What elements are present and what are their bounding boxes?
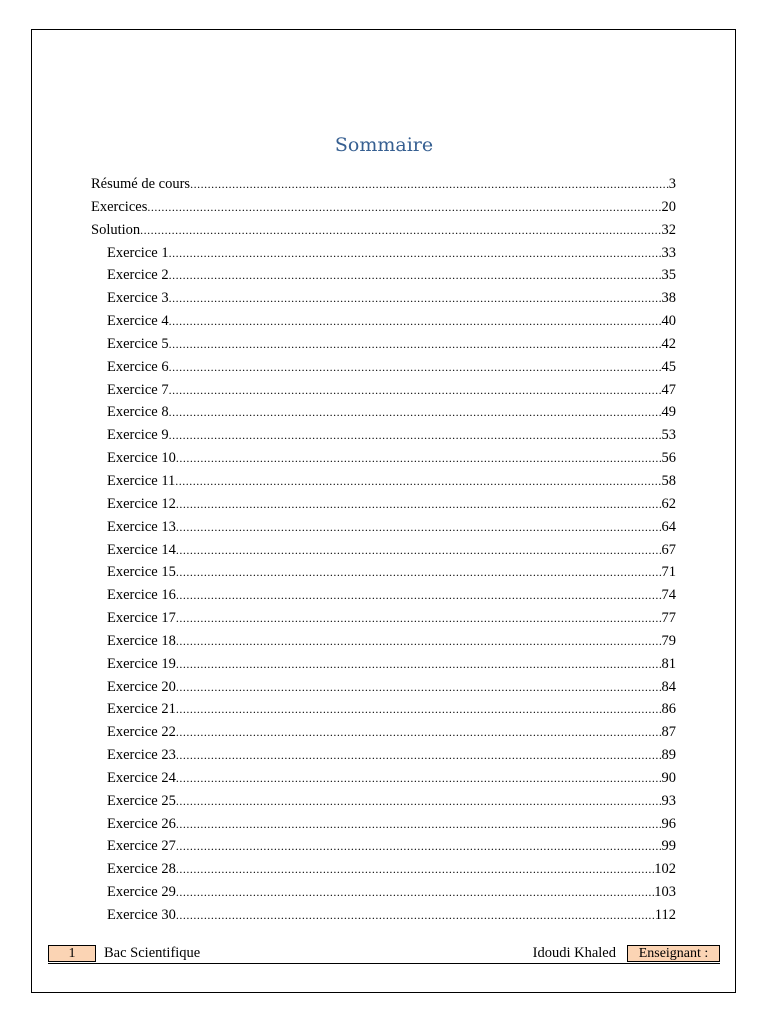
toc-entry[interactable] (91, 264, 676, 287)
toc-entry-label: Exercice 28 (107, 861, 176, 878)
toc-dot-leader (176, 607, 662, 630)
toc-entry[interactable] (91, 858, 676, 881)
footer-rule (48, 963, 720, 964)
toc-entry-page: 90 (661, 769, 676, 786)
toc-entry-label: Exercice 18 (107, 632, 176, 649)
toc-dot-leader (169, 310, 662, 333)
toc-dot-leader (176, 447, 662, 470)
toc-dot-leader (169, 379, 662, 402)
toc-entry[interactable] (91, 310, 676, 333)
toc-dot-leader (176, 790, 662, 813)
toc-entry-page: 99 (661, 838, 676, 855)
toc-entry-label: Exercice 25 (107, 792, 176, 809)
toc-entry-label: Exercice 15 (107, 564, 176, 581)
toc-entry[interactable] (91, 493, 676, 516)
toc-entry-label: Exercice 1 (107, 244, 169, 261)
toc-entry[interactable] (91, 333, 676, 356)
toc-entry-label: Solution (91, 221, 141, 238)
toc-entry-page: 62 (661, 495, 676, 512)
toc-entry-label: Exercice 19 (107, 655, 176, 672)
toc-entry-label: Exercice 8 (107, 404, 169, 421)
toc-entry[interactable] (91, 356, 676, 379)
toc-entry[interactable] (91, 607, 676, 630)
toc-entry-page: 79 (661, 632, 676, 649)
toc-entry[interactable] (91, 379, 676, 402)
toc-entry-page: 112 (654, 907, 676, 923)
toc-dot-leader (169, 401, 662, 424)
toc-entry-page: 87 (661, 724, 676, 741)
toc-entry-page: 42 (661, 335, 676, 352)
toc-dot-leader (176, 767, 662, 790)
footer-subject: Bac Scientifique (104, 945, 201, 961)
toc-dot-leader (176, 584, 662, 607)
toc-entry-page: 40 (661, 313, 676, 330)
toc-entry-label: Exercice 26 (107, 815, 176, 832)
toc-entry-label: Exercice 24 (107, 769, 176, 786)
toc-entry-label: Exercice 6 (107, 358, 169, 375)
toc-dot-leader (176, 676, 662, 699)
toc-entry-page: 93 (661, 792, 676, 809)
toc-entry[interactable] (91, 630, 676, 653)
toc-dot-leader (176, 813, 662, 836)
toc-entry-label: Exercice 20 (107, 678, 176, 695)
toc-entry-label: Exercice 21 (107, 701, 176, 718)
toc-entry-page: 103 (654, 884, 676, 901)
toc-entry-label: Exercice 30 (107, 907, 176, 923)
toc-entry[interactable] (91, 470, 676, 493)
toc-entry-page: 53 (661, 427, 676, 444)
toc-entry[interactable] (91, 447, 676, 470)
toc-entry-label: Exercice 16 (107, 587, 176, 604)
toc-entry-page: 47 (661, 381, 676, 398)
toc-entry-page: 84 (661, 678, 676, 695)
toc-dot-leader (176, 539, 662, 562)
toc-entry[interactable] (91, 653, 676, 676)
toc-dot-leader (176, 561, 662, 584)
toc-dot-leader (176, 904, 655, 927)
toc-entry-label: Exercice 3 (107, 290, 169, 307)
toc-dot-leader (190, 173, 669, 196)
footer-role: Enseignant : (627, 945, 720, 962)
toc-entry[interactable] (91, 721, 676, 744)
toc-entry-page: 33 (661, 244, 676, 261)
footer-page-number: 1 (48, 945, 96, 962)
toc-entry-label: Exercice 7 (107, 381, 169, 398)
toc-entry[interactable] (91, 539, 676, 562)
toc-entry-label: Exercice 29 (107, 884, 176, 901)
toc-dot-leader (140, 219, 661, 242)
toc-dot-leader (176, 630, 662, 653)
toc-dot-leader (169, 333, 662, 356)
toc-entry-page: 35 (661, 267, 676, 284)
toc-entry[interactable] (91, 424, 676, 447)
toc-entry-page: 96 (661, 815, 676, 832)
toc-entry[interactable] (91, 790, 676, 813)
toc-entry-page: 38 (661, 290, 676, 307)
toc-entry-label: Exercice 4 (107, 313, 169, 330)
toc-entry-label: Exercice 14 (107, 541, 176, 558)
toc-entry[interactable] (91, 516, 676, 539)
toc-entry-page: 32 (661, 221, 676, 238)
toc-entry-label: Exercice 12 (107, 495, 176, 512)
table-of-contents (91, 173, 676, 927)
toc-dot-leader (176, 721, 662, 744)
toc-entry-page: 67 (661, 541, 676, 558)
toc-entry[interactable] (91, 881, 676, 904)
toc-entry-label: Exercice 5 (107, 335, 169, 352)
toc-entry[interactable] (91, 173, 676, 196)
toc-entry[interactable] (91, 584, 676, 607)
toc-entry-page: 20 (661, 198, 676, 215)
toc-entry-label: Exercice 10 (107, 450, 176, 467)
toc-entry[interactable] (91, 196, 676, 219)
toc-entry-label: Exercice 22 (107, 724, 176, 741)
toc-dot-leader (169, 264, 662, 287)
toc-entry[interactable] (91, 242, 676, 265)
toc-entry[interactable] (91, 561, 676, 584)
footer-author: Idoudi Khaled (532, 945, 616, 961)
toc-entry-label: Exercice 13 (107, 518, 176, 535)
toc-entry-page: 64 (661, 518, 676, 535)
toc-entry[interactable] (91, 698, 676, 721)
toc-entry-page: 56 (661, 450, 676, 467)
toc-entry[interactable] (91, 287, 676, 310)
toc-entry-label: Exercice 23 (107, 747, 176, 764)
toc-dot-leader (176, 744, 662, 767)
toc-entry-page: 77 (661, 610, 676, 627)
toc-entry-label: Exercice 9 (107, 427, 169, 444)
toc-dot-leader (175, 470, 661, 493)
page-title: Sommaire (334, 134, 434, 156)
toc-entry-label: Exercice 11 (107, 472, 176, 489)
toc-dot-leader (169, 242, 662, 265)
toc-entry[interactable] (91, 813, 676, 836)
toc-entry-label: Exercice 17 (107, 610, 176, 627)
toc-entry-page: 102 (654, 861, 676, 878)
toc-entry-page: 71 (661, 564, 676, 581)
toc-dot-leader (176, 858, 654, 881)
toc-entry-page: 86 (661, 701, 676, 718)
toc-entry[interactable] (91, 767, 676, 790)
toc-dot-leader (169, 424, 662, 447)
toc-entry-page: 3 (668, 176, 676, 192)
toc-entry[interactable] (91, 744, 676, 767)
toc-entry[interactable] (91, 219, 676, 242)
toc-dot-leader (176, 698, 662, 721)
toc-entry[interactable] (91, 904, 676, 927)
toc-dot-leader (169, 356, 662, 379)
toc-entry-label: Résumé de cours (91, 176, 191, 192)
toc-entry[interactable] (91, 401, 676, 424)
toc-entry-page: 74 (661, 587, 676, 604)
toc-dot-leader (176, 835, 662, 858)
toc-dot-leader (176, 493, 662, 516)
toc-entry-label: Exercices (91, 198, 148, 215)
toc-entry[interactable] (91, 676, 676, 699)
toc-dot-leader (176, 516, 662, 539)
toc-entry[interactable] (91, 835, 676, 858)
toc-dot-leader (169, 287, 662, 310)
toc-entry-page: 49 (661, 404, 676, 421)
toc-entry-page: 89 (661, 747, 676, 764)
toc-entry-label: Exercice 27 (107, 838, 176, 855)
toc-entry-page: 45 (661, 358, 676, 375)
toc-entry-page: 58 (661, 472, 676, 489)
toc-entry-label: Exercice 2 (107, 267, 169, 284)
toc-dot-leader (176, 881, 654, 904)
toc-dot-leader (147, 196, 661, 219)
toc-dot-leader (176, 653, 662, 676)
toc-entry-page: 81 (661, 655, 676, 672)
